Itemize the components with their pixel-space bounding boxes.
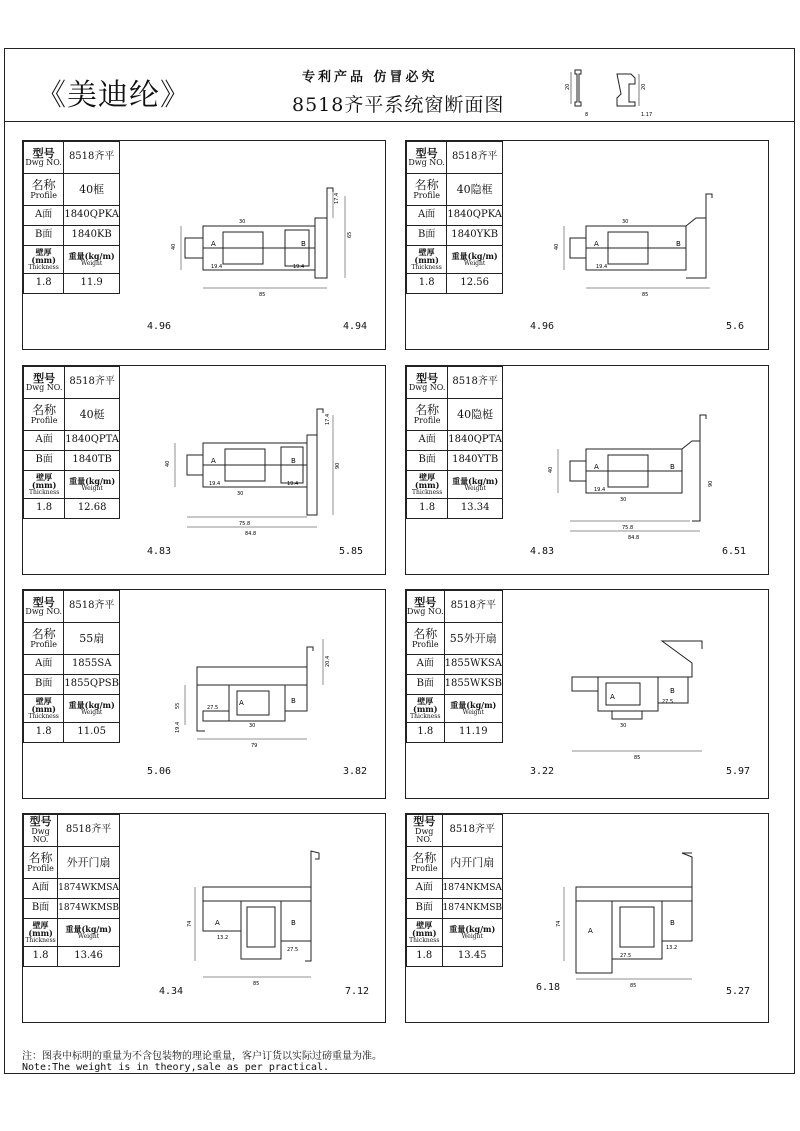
svg-text:B: B <box>291 919 296 927</box>
svg-text:A: A <box>594 240 599 248</box>
right-value: 7.12 <box>345 986 370 997</box>
profile-value: 40梃 <box>65 399 120 431</box>
thickness-value: 1.8 <box>24 947 58 967</box>
profile-section-drawing <box>133 166 373 326</box>
thickness-value: 1.8 <box>407 499 448 519</box>
left-value: 3.22 <box>530 766 555 777</box>
svg-text:A: A <box>594 463 599 471</box>
weight-value: 12.56 <box>447 274 503 294</box>
svg-text:27.5: 27.5 <box>662 699 674 705</box>
spec-table: 型号 Dwg NO. 8518齐平 名称 Profile 40隐框 A面 1840QPKA B面 1840YKB 壁厚(mm) Thickness 重量(kg/m) Weight 1.8 12.56 <box>406 141 503 294</box>
profile-card <box>405 589 769 799</box>
right-value: 5.97 <box>726 766 751 777</box>
brand-name: 《美迪纶》 <box>36 78 191 113</box>
svg-text:85: 85 <box>253 981 260 987</box>
profile-section-drawing <box>133 615 373 775</box>
label-dwg: 型号 <box>32 146 55 160</box>
left-value: 4.34 <box>159 986 184 997</box>
profile-value: 40隐框 <box>447 174 503 206</box>
profile-section-drawing <box>133 839 373 999</box>
svg-text:B: B <box>670 463 675 471</box>
thickness-value: 1.8 <box>24 723 64 743</box>
svg-text:19.4: 19.4 <box>293 264 305 270</box>
left-value: 4.96 <box>147 321 172 332</box>
a-value: 1874WKMSA <box>58 879 120 899</box>
right-value: 5.6 <box>726 321 745 332</box>
svg-text:19.4: 19.4 <box>596 264 608 270</box>
b-value: 1874WKMSB <box>58 899 120 919</box>
svg-text:27.5: 27.5 <box>620 953 632 959</box>
profile-section-drawing <box>516 391 756 551</box>
profile-card <box>22 813 386 1023</box>
svg-text:B: B <box>291 697 296 705</box>
svg-text:20: 20 <box>641 83 647 90</box>
svg-text:84.8: 84.8 <box>245 531 257 537</box>
b-value: 1840YTB <box>448 451 503 471</box>
thickness-value: 1.8 <box>24 499 65 519</box>
thickness-value: 1.8 <box>24 274 64 294</box>
svg-text:13.2: 13.2 <box>666 945 678 951</box>
right-value: 5.27 <box>726 986 751 997</box>
svg-text:19.4: 19.4 <box>175 721 181 733</box>
label-b-face: B面 <box>24 226 64 246</box>
a-value: 1840QPTA <box>448 431 503 451</box>
svg-text:20: 20 <box>565 83 571 90</box>
svg-text:74: 74 <box>187 920 193 927</box>
weight-value: 11.19 <box>444 723 502 743</box>
profile-card <box>22 365 386 575</box>
svg-text:27.5: 27.5 <box>207 705 219 711</box>
svg-text:85: 85 <box>634 755 641 761</box>
svg-text:40: 40 <box>171 243 177 250</box>
b-value: 1874NKMSB <box>442 899 503 919</box>
spec-table: 型号 Dwg NO. 8518齐平 名称 Profile 40梃 A面 1840QPTA B面 1840TB 壁厚(mm) Thickness 重量(kg/m) Weight 1.8 12.68 <box>23 366 120 519</box>
dwg-value: 8518齐平 <box>65 367 120 399</box>
svg-text:40: 40 <box>165 460 171 467</box>
thickness-value: 1.8 <box>407 274 447 294</box>
svg-text:30: 30 <box>237 491 244 497</box>
spec-table: 型号 Dwg NO. 8518齐平 名称 Profile 40框 A面 1840QPKA B面 1840KB 壁厚(mm) Thickness 重量(kg/m) Weight 1.8 11.9 <box>23 141 120 294</box>
weight-value: 13.34 <box>448 499 503 519</box>
svg-text:74: 74 <box>556 920 562 927</box>
svg-text:75.8: 75.8 <box>239 521 251 527</box>
weight-value: 11.05 <box>64 723 120 743</box>
svg-text:85: 85 <box>259 292 266 298</box>
profile-section-drawing <box>133 391 373 551</box>
profile-card <box>22 140 386 350</box>
weight-value: 11.9 <box>64 274 120 294</box>
spec-table: 型号 Dwg NO. 8518齐平 名称 Profile 55外开扇 A面 1855WKSA B面 1855WKSB 壁厚(mm) Thickness 重量(kg/m) Weight 1.8 11.19 <box>406 590 503 743</box>
svg-text:A: A <box>239 699 244 707</box>
profile-card <box>22 589 386 799</box>
profile-section-drawing <box>516 615 756 775</box>
weight-value: 12.68 <box>65 499 120 519</box>
b-value: 1840YKB <box>447 226 503 246</box>
profile-value: 外开门扇 <box>58 847 120 879</box>
profile-card <box>405 365 769 575</box>
thickness-value: 1.8 <box>407 947 443 967</box>
b-value: 1840TB <box>65 451 120 471</box>
left-value: 6.18 <box>536 982 561 993</box>
svg-text:90: 90 <box>708 480 714 487</box>
svg-text:55: 55 <box>175 702 181 709</box>
svg-text:B: B <box>301 240 306 248</box>
a-value: 1874NKMSA <box>442 879 503 899</box>
svg-text:85: 85 <box>642 292 649 298</box>
svg-text:30: 30 <box>622 219 629 225</box>
dwg-value: 8518齐平 <box>444 591 502 623</box>
b-value: 1840KB <box>64 226 120 246</box>
thickness-value: 1.8 <box>407 723 445 743</box>
left-value: 5.06 <box>147 766 172 777</box>
svg-text:75.8: 75.8 <box>622 525 634 531</box>
profile-card <box>405 813 769 1023</box>
right-value: 6.51 <box>722 546 747 557</box>
b-value: 1855WKSB <box>444 675 502 695</box>
svg-text:85: 85 <box>630 983 637 989</box>
svg-text:65: 65 <box>347 231 353 238</box>
spec-table: 型号 Dwg NO. 8518齐平 名称 Profile 外开门扇 A面 1874WKMSA B面 1874WKMSB 壁厚(mm) Thickness 重量(kg/m) Weight 1.8 13.46 <box>23 814 120 967</box>
svg-text:40: 40 <box>554 243 560 250</box>
svg-text:B: B <box>676 240 681 248</box>
dwg-value: 8518齐平 <box>442 815 503 847</box>
header-fig-label-1: 8 <box>585 112 589 118</box>
footer-note-zh: 注：图表中标明的重量为不含包装物的理论重量，客户订货以实际过磅重量为准。 <box>22 1051 382 1062</box>
svg-text:A: A <box>215 919 220 927</box>
a-value: 1855WKSA <box>444 655 502 675</box>
right-value: 5.85 <box>339 546 364 557</box>
svg-text:19.4: 19.4 <box>209 481 221 487</box>
dwg-value: 8518齐平 <box>64 591 120 623</box>
left-value: 4.83 <box>147 546 172 557</box>
svg-text:B: B <box>670 919 675 927</box>
profile-value: 55扇 <box>64 623 120 655</box>
dwg-value: 8518齐平 <box>64 142 120 174</box>
svg-text:19.4: 19.4 <box>287 481 299 487</box>
svg-text:90: 90 <box>335 462 341 469</box>
profile-value: 55外开扇 <box>444 623 502 655</box>
weight-value: 13.46 <box>58 947 120 967</box>
left-value: 4.83 <box>530 546 555 557</box>
profile-section-drawing <box>516 839 756 999</box>
profile-card <box>405 140 769 350</box>
svg-text:30: 30 <box>620 497 627 503</box>
profile-value: 40隐梃 <box>448 399 503 431</box>
header-fig-label-2: 1.17 <box>641 112 653 118</box>
dwg-value: 8518齐平 <box>447 142 503 174</box>
label-a-face: A面 <box>24 206 64 226</box>
patent-slogan: 专利产品 仿冒必究 <box>302 70 438 85</box>
right-value: 4.94 <box>343 321 368 332</box>
svg-text:17.4: 17.4 <box>325 413 331 425</box>
a-value: 1840QPKA <box>64 206 120 226</box>
header-divider <box>4 121 795 122</box>
dwg-value: 8518齐平 <box>58 815 120 847</box>
a-value: 1855SA <box>64 655 120 675</box>
b-value: 1855QPSB <box>64 675 120 695</box>
svg-text:40: 40 <box>548 466 554 473</box>
a-value: 1840QPKA <box>447 206 503 226</box>
svg-text:B: B <box>670 687 675 695</box>
svg-text:30: 30 <box>620 723 627 729</box>
left-value: 4.96 <box>530 321 555 332</box>
svg-text:19.4: 19.4 <box>594 487 606 493</box>
svg-text:A: A <box>588 927 593 935</box>
dwg-value: 8518齐平 <box>448 367 503 399</box>
svg-text:19.4: 19.4 <box>211 264 223 270</box>
svg-text:13.2: 13.2 <box>217 935 229 941</box>
weight-value: 13.45 <box>442 947 503 967</box>
spec-table: 型号 Dwg NO. 8518齐平 名称 Profile 55扇 A面 1855SA B面 1855QPSB 壁厚(mm) Thickness 重量(kg/m) Weight 1.8 11.05 <box>23 590 120 743</box>
svg-text:20.4: 20.4 <box>325 655 331 667</box>
right-value: 3.82 <box>343 766 368 777</box>
spec-table: 型号 Dwg NO. 8518齐平 名称 Profile 内开门扇 A面 1874NKMSA B面 1874NKMSB 壁厚(mm) Thickness 重量(kg/m) Weight 1.8 13.45 <box>406 814 503 967</box>
svg-text:B: B <box>291 457 296 465</box>
page-title: 8518齐平系统窗断面图 <box>292 94 505 116</box>
profile-value: 40框 <box>64 174 120 206</box>
a-value: 1840QPTA <box>65 431 120 451</box>
svg-text:A: A <box>211 457 216 465</box>
svg-text:79: 79 <box>251 743 258 749</box>
svg-text:A: A <box>211 240 216 248</box>
footer-note-en: Note:The weight is in theory,sale as per practical. <box>22 1062 330 1073</box>
spec-table: 型号 Dwg NO. 8518齐平 名称 Profile 40隐梃 A面 1840QPTA B面 1840YTB 壁厚(mm) Thickness 重量(kg/m) Weight 1.8 13.34 <box>406 366 503 519</box>
svg-text:A: A <box>610 693 615 701</box>
svg-text:30: 30 <box>239 219 246 225</box>
profile-value: 内开门扇 <box>442 847 503 879</box>
svg-text:84.8: 84.8 <box>628 535 640 541</box>
label-profile: 名称 <box>31 178 56 192</box>
svg-text:27.5: 27.5 <box>287 947 299 953</box>
svg-text:30: 30 <box>249 723 256 729</box>
profile-section-drawing <box>516 166 756 326</box>
header-profile-figure <box>555 64 665 120</box>
svg-text:17.4: 17.4 <box>334 192 340 204</box>
